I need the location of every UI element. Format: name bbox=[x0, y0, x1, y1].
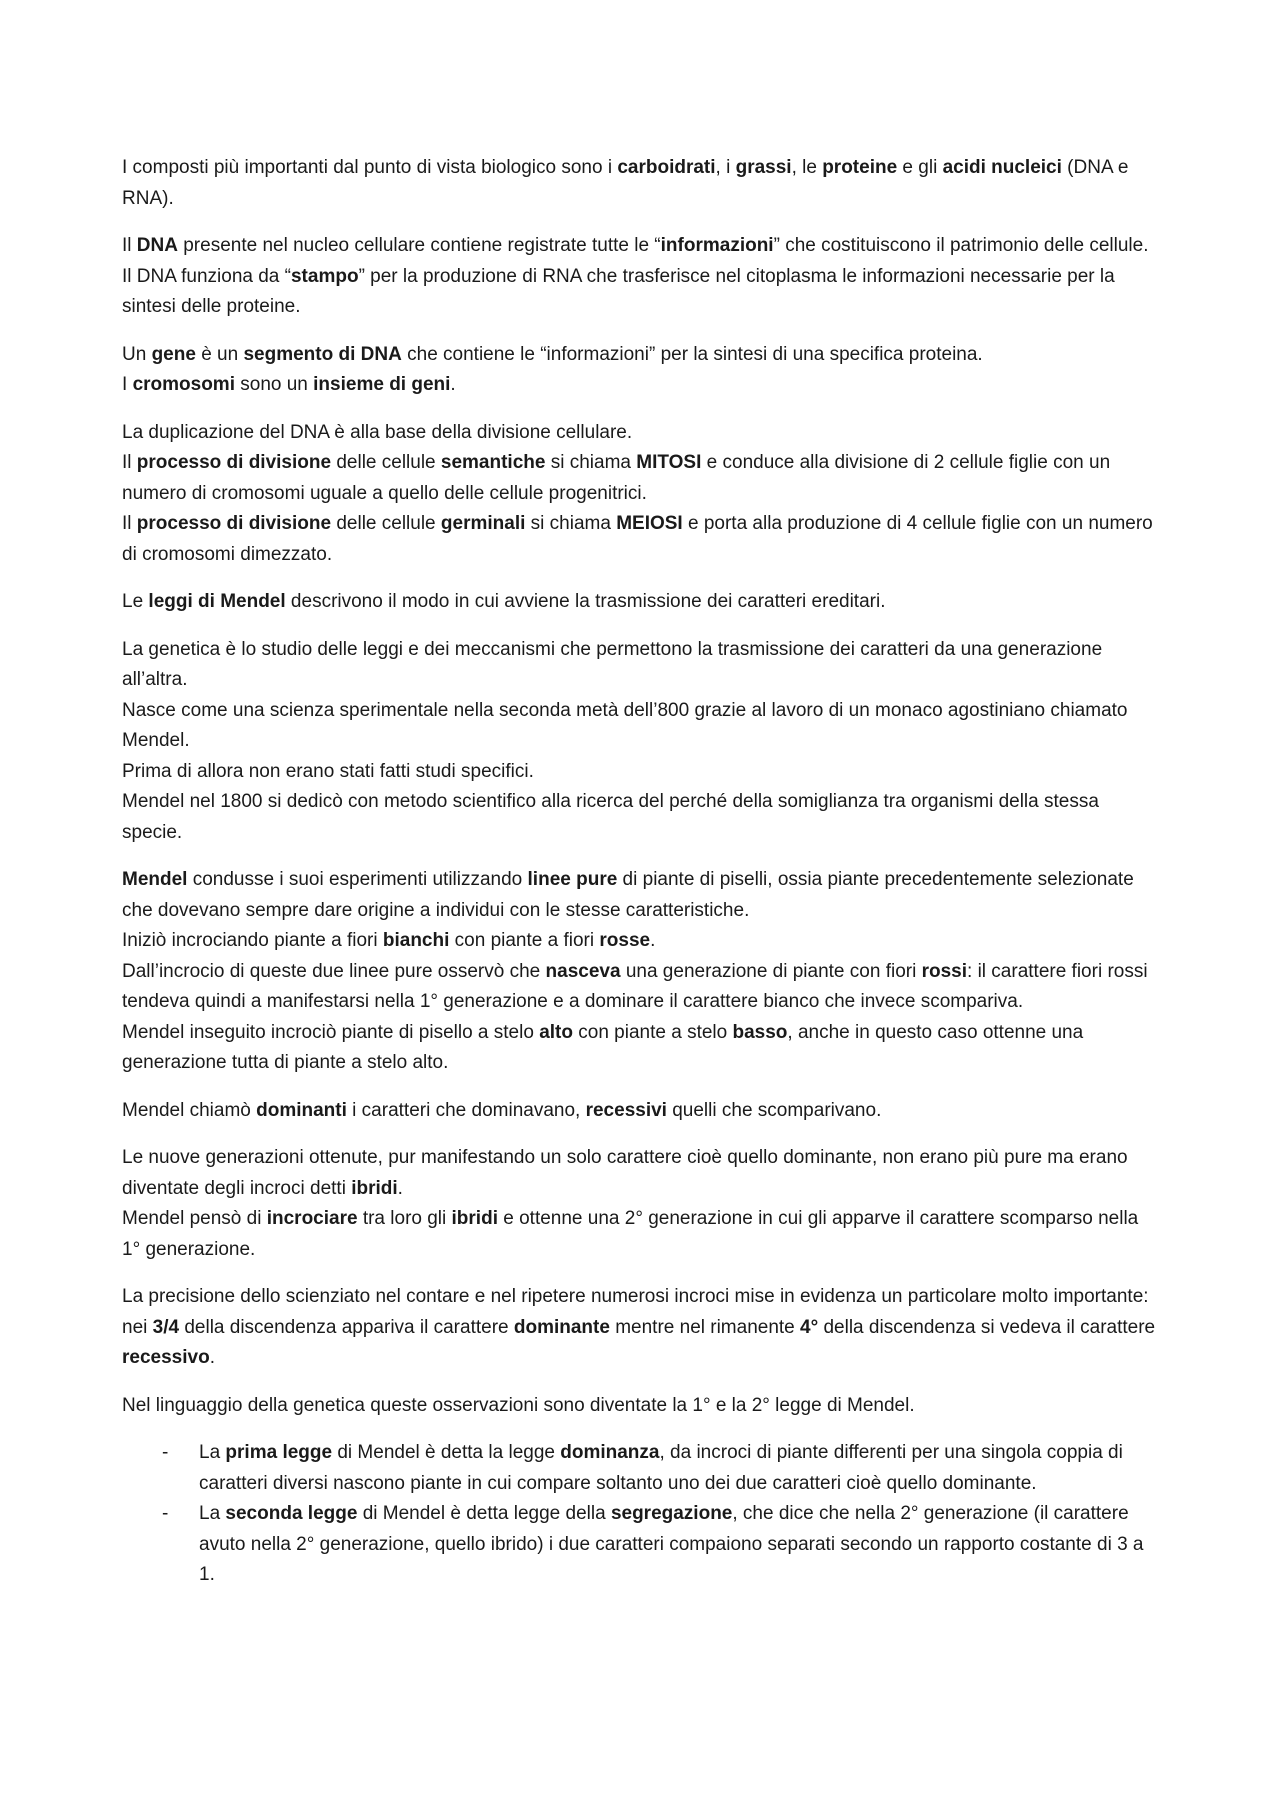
bold-text: processo di divisione bbox=[136, 513, 332, 534]
bold-text: stampo bbox=[290, 265, 359, 287]
paragraph-line bbox=[122, 509, 1160, 570]
bold-text: 3/4 bbox=[152, 1316, 180, 1338]
paragraph-line bbox=[122, 418, 1160, 449]
paragraph-line bbox=[122, 587, 1160, 618]
bold-text: rosse bbox=[599, 930, 651, 951]
bold-text: basso bbox=[732, 1021, 788, 1043]
paragraph-line bbox=[122, 370, 1160, 401]
paragraph-line bbox=[122, 865, 1160, 926]
text-run: , anche in questo caso ottenne una generazione tutta di piante a stelo alto. bbox=[122, 1021, 1084, 1073]
bold-text: cromosomi bbox=[132, 374, 235, 395]
mendel-laws-list bbox=[122, 1438, 1160, 1591]
text-run: Mendel inseguito incrociò piante di pisello a stelo bbox=[122, 1021, 540, 1043]
paragraph-line bbox=[122, 635, 1160, 696]
text-run: La bbox=[199, 1442, 226, 1463]
text-run: delle cellule bbox=[331, 452, 441, 473]
text-run: Le nuove generazioni ottenute, pur manifestando un solo carattere cioè quello dominante, non erano più pure ma erano diventate degli incroci detti bbox=[122, 1147, 1128, 1199]
text-run: , i bbox=[715, 157, 736, 178]
paragraph-line bbox=[122, 1018, 1160, 1079]
text-run: La precisione dello scienziato nel contare e nel ripetere numerosi incroci mise in evidenza un particolare molto importante: nei bbox=[122, 1286, 1149, 1338]
text-run: ” per la produzione di RNA che trasferisce nel citoplasma le informazioni necessarie per la sintesi delle proteine. bbox=[122, 265, 1115, 317]
bold-text: linee pure bbox=[527, 869, 618, 890]
text-run: Un bbox=[122, 343, 152, 365]
text-run: , da incroci di piante differenti per una singola coppia di caratteri diversi nascono piante in cui compare soltanto uno dei due caratteri cioè quello dominante. bbox=[199, 1442, 1123, 1494]
text-run: una generazione di piante con fiori bbox=[620, 960, 922, 982]
bold-text: germinali bbox=[440, 513, 526, 534]
bold-text: dominanti bbox=[256, 1099, 347, 1121]
text-run: sono un bbox=[234, 374, 314, 395]
paragraph bbox=[122, 635, 1160, 849]
text-run: I composti più importanti dal punto di vista biologico sono i bbox=[122, 157, 618, 178]
text-run: e conduce alla divisione di 2 cellule figlie con un numero di cromosomi uguale a quello delle cellule progenitrici. bbox=[122, 452, 1111, 504]
bold-text: ibridi bbox=[351, 1177, 398, 1199]
paragraph bbox=[122, 587, 1160, 618]
list-item bbox=[122, 1499, 1160, 1591]
text-run: , che dice che nella 2° generazione (il carattere avuto nella 2° generazione, quello ibrido) i due caratteri compaiono separati secondo un rapporto costante di 3 a 1. bbox=[199, 1503, 1144, 1585]
text-run: . bbox=[650, 930, 656, 951]
bold-text: processo di divisione bbox=[136, 452, 332, 473]
text-run: . bbox=[397, 1177, 403, 1199]
bold-text: alto bbox=[539, 1021, 573, 1043]
paragraph bbox=[122, 231, 1160, 323]
text-run: di piante di piselli, ossia piante precedentemente selezionate che dovevano sempre dare origine a individui con le stesse caratteristiche. bbox=[122, 869, 1134, 921]
bold-text: MITOSI bbox=[636, 452, 702, 473]
paragraph-line bbox=[122, 448, 1160, 509]
paragraph bbox=[122, 1391, 1160, 1422]
paragraph-line bbox=[122, 1143, 1160, 1204]
list-item bbox=[122, 1438, 1160, 1499]
bold-text: gene bbox=[151, 343, 196, 365]
bold-text: semantiche bbox=[440, 452, 546, 473]
paragraph bbox=[122, 865, 1160, 1079]
bold-text: segregazione bbox=[610, 1503, 733, 1524]
bold-text: bianchi bbox=[382, 930, 450, 951]
text-run: I bbox=[122, 374, 133, 395]
text-run: La duplicazione del DNA è alla base della divisione cellulare. bbox=[122, 421, 633, 443]
text-run: tra loro gli bbox=[357, 1208, 452, 1229]
list-bullet-dash: - bbox=[162, 1442, 169, 1463]
text-run: Mendel nel 1800 si dedicò con metodo scientifico alla ricerca del perché della somiglianza tra organismi della stessa specie. bbox=[122, 791, 1099, 843]
paragraph-line bbox=[122, 696, 1160, 757]
paragraph-line bbox=[122, 1282, 1160, 1374]
paragraph bbox=[122, 1096, 1160, 1127]
paragraph-line bbox=[122, 1096, 1160, 1127]
text-run: Il bbox=[122, 235, 137, 256]
text-run: che contiene le “informazioni” per la sintesi di una specifica proteina. bbox=[401, 343, 983, 365]
paragraph-line bbox=[122, 957, 1160, 1018]
bold-text: Mendel bbox=[122, 869, 188, 890]
text-run: i caratteri che dominavano, bbox=[346, 1099, 586, 1121]
bold-text: nasceva bbox=[545, 960, 621, 982]
bold-text: leggi di Mendel bbox=[148, 591, 286, 612]
text-run: Iniziò incrociando piante a fiori bbox=[122, 930, 383, 951]
text-run: (DNA e RNA). bbox=[122, 157, 1129, 209]
bold-text: insieme di geni bbox=[313, 374, 451, 395]
text-run: della discendenza si vedeva il carattere bbox=[818, 1316, 1156, 1338]
paragraph bbox=[122, 418, 1160, 571]
text-run: Il bbox=[122, 513, 137, 534]
text-run: Il bbox=[122, 452, 137, 473]
paragraph-line bbox=[122, 231, 1160, 323]
paragraph bbox=[122, 1282, 1160, 1374]
bold-text: acidi nucleici bbox=[942, 157, 1062, 178]
text-run: della discendenza appariva il carattere bbox=[179, 1316, 514, 1338]
text-run: e gli bbox=[897, 157, 943, 178]
text-run: Dall’incrocio di queste due linee pure osservò che bbox=[122, 960, 546, 982]
text-run: ” che costituiscono il patrimonio delle cellule. Il DNA funziona da “ bbox=[122, 235, 1149, 287]
bold-text: prima legge bbox=[225, 1442, 333, 1463]
bold-text: DNA bbox=[136, 235, 178, 256]
document-body bbox=[122, 153, 1160, 1421]
text-run: La bbox=[199, 1503, 226, 1524]
bold-text: ibridi bbox=[451, 1208, 498, 1229]
text-run: e ottenne una 2° generazione in cui gli apparve il carattere scomparso nella 1° generazione. bbox=[122, 1208, 1139, 1260]
text-run: delle cellule bbox=[331, 513, 441, 534]
text-run: presente nel nucleo cellulare contiene registrate tutte le “ bbox=[177, 235, 661, 256]
paragraph-line bbox=[122, 1204, 1160, 1265]
paragraph-line bbox=[122, 1391, 1160, 1422]
text-run: Nel linguaggio della genetica queste osservazioni sono diventate la 1° e la 2° legge di Mendel. bbox=[122, 1394, 915, 1416]
text-run: . bbox=[450, 374, 456, 395]
bold-text: incrociare bbox=[266, 1208, 358, 1229]
paragraph-line bbox=[122, 153, 1160, 214]
bold-text: carboidrati bbox=[617, 157, 716, 178]
text-run: Prima di allora non erano stati fatti studi specifici. bbox=[122, 760, 534, 782]
paragraph bbox=[122, 340, 1160, 401]
text-run: di Mendel è detta la legge bbox=[332, 1442, 561, 1463]
text-run: Mendel pensò di bbox=[122, 1208, 267, 1229]
text-run: . bbox=[209, 1347, 215, 1368]
paragraph-line bbox=[122, 787, 1160, 848]
bold-text: dominanza bbox=[560, 1442, 660, 1463]
text-run: descrivono il modo in cui avviene la trasmissione dei caratteri ereditari. bbox=[285, 591, 886, 612]
text-run: Le bbox=[122, 591, 149, 612]
bold-text: dominante bbox=[513, 1316, 610, 1338]
bold-text: grassi bbox=[735, 157, 792, 178]
text-run: La genetica è lo studio delle leggi e dei meccanismi che permettono la trasmissione dei caratteri da una generazione all’altra. bbox=[122, 638, 1103, 690]
bold-text: proteine bbox=[822, 157, 898, 178]
bold-text: informazioni bbox=[660, 235, 774, 256]
text-run: si chiama bbox=[525, 513, 617, 534]
paragraph-line bbox=[122, 340, 1160, 371]
list-bullet-dash: - bbox=[162, 1503, 169, 1524]
bold-text: segmento di DNA bbox=[243, 343, 402, 365]
text-run: con piante a fiori bbox=[449, 930, 600, 951]
bold-text: rossi bbox=[921, 960, 968, 982]
text-run: , le bbox=[791, 157, 823, 178]
text-run: di Mendel è detta legge della bbox=[357, 1503, 611, 1524]
text-run: Mendel chiamò bbox=[122, 1099, 257, 1121]
text-run: : il carattere fiori rossi tendeva quindi a manifestarsi nella 1° generazione e a dominare il carattere bianco che invece scompariva. bbox=[122, 960, 1148, 1012]
text-run: si chiama bbox=[545, 452, 637, 473]
text-run: con piante a stelo bbox=[572, 1021, 733, 1043]
text-run: quelli che scomparivano. bbox=[666, 1099, 882, 1121]
text-run: mentre nel rimanente bbox=[609, 1316, 801, 1338]
paragraph-line bbox=[122, 926, 1160, 957]
text-run: Nasce come una scienza sperimentale nella seconda metà dell’800 grazie al lavoro di un monaco agostiniano chiamato Mendel. bbox=[122, 699, 1128, 751]
bold-text: seconda legge bbox=[225, 1503, 358, 1524]
bold-text: recessivo bbox=[122, 1347, 210, 1368]
bold-text: recessivi bbox=[585, 1099, 667, 1121]
paragraph bbox=[122, 1143, 1160, 1265]
paragraph-line bbox=[122, 757, 1160, 788]
bold-text: 4° bbox=[800, 1316, 819, 1338]
text-run: condusse i suoi esperimenti utilizzando bbox=[187, 869, 528, 890]
bold-text: MEIOSI bbox=[616, 513, 683, 534]
text-run: e porta alla produzione di 4 cellule figlie con un numero di cromosomi dimezzato. bbox=[122, 513, 1153, 565]
paragraph bbox=[122, 153, 1160, 214]
text-run: è un bbox=[195, 343, 244, 365]
